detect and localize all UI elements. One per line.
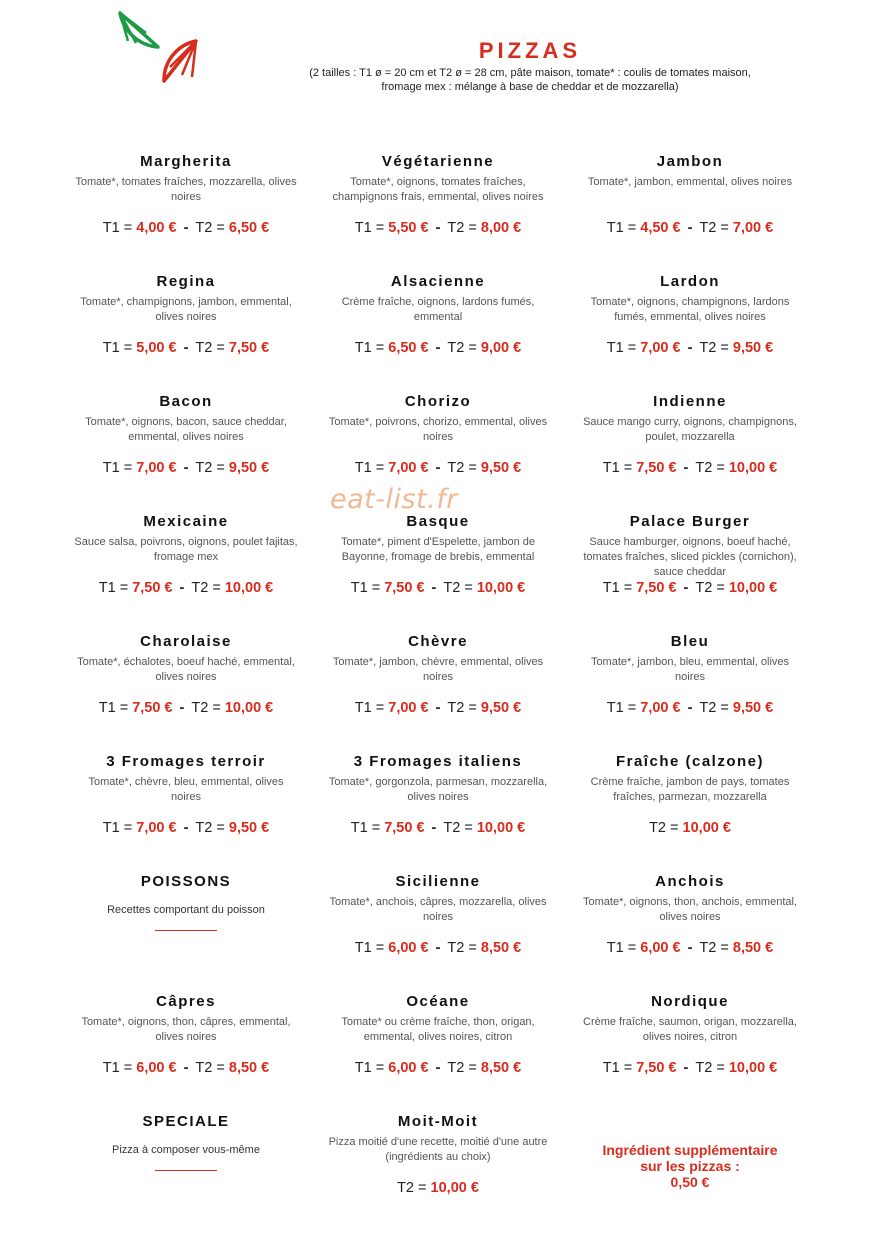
pizza-description: Tomate*, gorgonzola, parmesan, mozzarella, olives noires [328,776,548,803]
price-t1-label: T1 = [102,820,137,836]
pizza-name: Sicilienne [395,873,481,890]
price-separator: - [431,820,437,836]
section-divider [155,1170,217,1171]
pizza-description: Sauce salsa, poivrons, oignons, poulet fajitas, fromage mex [74,536,298,563]
price-separator: - [435,940,441,956]
price-t2-value: 10,00 € [430,1180,479,1196]
menu-item [312,630,564,750]
pizza-prices [60,700,312,716]
price-t2-label: T2 = [447,940,481,956]
pizza-prices [312,460,564,476]
pizza-prices [312,820,564,836]
price-separator: - [179,700,185,716]
price-t2-value: 10,00 € [224,580,274,596]
section-divider [155,930,217,931]
price-t2-value: 10,00 € [476,820,526,836]
price-t2-value: 9,50 € [732,340,774,356]
price-t1-label: T1 = [606,220,641,236]
pizza-description: Tomate*, poivrons, chorizo, emmental, olives noires [328,416,548,443]
pizza-name: Chorizo [404,393,472,410]
price-t2-value: 9,50 € [228,460,270,476]
watermark: eat-list.fr [330,484,458,515]
pizza-description: Crème fraîche, oignons, lardons fumés, emmental [341,296,535,323]
menu-subtitle [270,66,790,94]
pizza-name: Bacon [159,393,213,410]
pizza-prices [60,820,312,836]
price-t2-value: 10,00 € [224,700,274,716]
price-t1-label: T1 = [98,700,133,716]
section-header [60,1110,312,1230]
price-t1-value: 7,50 € [636,460,677,476]
pizza-description: Tomate*, oignons, bacon, sauce cheddar, emmental, olives noires [85,416,287,443]
extra-line-2: sur les pizzas : [640,1158,740,1174]
price-separator: - [183,820,189,836]
pizza-name: Palace Burger [629,513,751,530]
price-t2-label: T2 = [443,580,477,596]
price-t2-value: 10,00 € [476,580,526,596]
price-t2-value: 8,50 € [480,1060,522,1076]
pizza-prices [60,340,312,356]
pizza-description: Tomate*, oignons, thon, anchois, emmental, olives noires [582,896,797,923]
pizza-prices [312,700,564,716]
price-t2-label: T2 = [447,340,481,356]
price-t2-value: 7,00 € [732,220,774,236]
pizza-prices [564,940,816,956]
price-t1-value: 7,50 € [132,700,173,716]
price-t1-label: T1 = [102,1060,137,1076]
pizza-prices [312,1060,564,1076]
price-t1-label: T1 = [354,460,389,476]
pizza-description: Tomate*, champignons, jambon, emmental, olives noires [80,296,292,323]
price-t1-value: 4,00 € [136,220,177,236]
price-t2-label: T2 = [195,1060,229,1076]
price-t1-value: 7,50 € [636,1060,677,1076]
pizza-description: Tomate*, échalotes, boeuf haché, emmental, olives noires [77,656,295,683]
price-t2-value: 10,00 € [728,580,778,596]
pizza-description: Tomate*, jambon, chèvre, emmental, olives noires [332,656,544,683]
price-t1-label: T1 = [350,580,385,596]
pizza-description: Tomate*, oignons, thon, câpres, emmental, olives noires [81,1016,291,1043]
price-separator: - [435,1060,441,1076]
price-t2-value: 8,50 € [228,1060,270,1076]
pizza-name: 3 Fromages italiens [353,753,523,770]
price-t1-value: 6,00 € [388,940,429,956]
price-t1-value: 7,00 € [640,700,681,716]
price-t2-value: 6,50 € [228,220,270,236]
pizza-prices [564,460,816,476]
section-header [60,870,312,990]
menu-item [564,270,816,390]
price-separator: - [435,460,441,476]
price-t2-value: 9,50 € [228,820,270,836]
price-t2-value: 9,50 € [480,460,522,476]
price-t1-value: 6,50 € [388,340,429,356]
pizza-name: Câpres [156,993,216,1010]
price-t2-label: T2 = [195,220,229,236]
price-t1-value: 4,50 € [640,220,681,236]
pizza-description: Sauce mango curry, oignons, champignons, poulet, mozzarella [583,416,797,443]
price-t1-value: 7,00 € [388,460,429,476]
pizza-prices [564,700,816,716]
pizza-description: Tomate*, anchois, câpres, mozzarella, olives noires [329,896,547,923]
price-t2-label: T2 = [699,700,733,716]
price-t2-label: T2 = [695,1060,729,1076]
pizza-prices [60,220,312,236]
pizza-description: Sauce hamburger, oignons, boeuf haché, tomates fraîches, sliced pickles (cornichon), sauce cheddar [583,536,797,578]
price-t1-label: T1 = [354,340,389,356]
price-t2-label: T2 = [699,220,733,236]
section-title: SPECIALE [142,1113,230,1130]
price-separator: - [683,1060,689,1076]
price-t2-value: 8,50 € [480,940,522,956]
pizza-description: Crème fraîche, saumon, origan, mozzarella, olives noires, citron [583,1016,797,1043]
price-t1-label: T1 = [102,460,137,476]
pizza-description: Tomate*, oignons, tomates fraîches, champignons frais, emmental, olives noires [332,176,544,203]
price-t1-label: T1 = [606,940,641,956]
menu-item [60,150,312,270]
menu-item [564,150,816,270]
menu-item [312,870,564,990]
price-t1-value: 7,50 € [384,580,425,596]
price-t1-label: T1 = [98,580,133,596]
section-title: POISSONS [140,873,232,890]
price-t2-label: T2 = [195,340,229,356]
extra-price: 0,50 € [670,1174,710,1190]
price-t2-label: T2 = [699,340,733,356]
menu-item [564,510,816,630]
price-t1-label: T1 = [602,460,637,476]
pizza-name: 3 Fromages terroir [106,753,266,770]
menu-item [60,270,312,390]
menu-item [312,1110,564,1230]
pizza-name: Mexicaine [143,513,229,530]
pizza-name: Alsacienne [390,273,486,290]
pizza-description: Tomate*, jambon, bleu, emmental, olives noires [590,656,790,683]
price-separator: - [183,340,189,356]
menu-item [312,510,564,630]
price-t2-label: T2 = [447,700,481,716]
pizza-prices [312,940,564,956]
price-t2-label: T2 = [397,1180,431,1196]
price-t2-value: 10,00 € [728,1060,778,1076]
pizza-name: Lardon [660,273,720,290]
price-separator: - [683,460,689,476]
price-t2-value: 8,50 € [732,940,774,956]
price-separator: - [183,220,189,236]
pizza-name: Regina [156,273,216,290]
price-separator: - [431,580,437,596]
price-t1-label: T1 = [602,1060,637,1076]
pizza-name: Jambon [656,153,724,170]
subtitle-line-1: (2 tailles : T1 ø = 20 cm et T2 ø = 28 cm, pâte maison, tomate* : coulis de tomates maison, [309,67,751,79]
section-note: Recettes comportant du poisson [107,904,265,916]
menu-item [60,630,312,750]
pizza-name: Océane [406,993,470,1010]
price-t2-label: T2 = [195,460,229,476]
price-t2-label: T2 = [695,580,729,596]
price-t1-value: 6,00 € [136,1060,177,1076]
price-t2-value: 8,00 € [480,220,522,236]
pizza-name: Végétarienne [381,153,495,170]
menu-item [564,390,816,510]
price-t1-value: 6,00 € [388,1060,429,1076]
price-separator: - [683,580,689,596]
price-t1-label: T1 = [354,700,389,716]
pizza-prices [60,1060,312,1076]
price-t2-label: T2 = [443,820,477,836]
price-separator: - [183,460,189,476]
price-separator: - [435,340,441,356]
price-t1-value: 7,50 € [636,580,677,596]
price-separator: - [687,940,693,956]
pizza-name: Margherita [140,153,232,170]
menu-item [60,510,312,630]
price-t2-label: T2 = [695,460,729,476]
subtitle-line-2: fromage mex : mélange à base de cheddar et de mozzarella) [381,81,679,93]
price-t2-label: T2 = [649,820,683,836]
pizza-name: Nordique [651,993,729,1010]
price-separator: - [183,1060,189,1076]
pizza-name: Bleu [670,633,710,650]
extra-ingredient-note [564,1110,816,1230]
price-t2-label: T2 = [699,940,733,956]
price-t2-label: T2 = [447,1060,481,1076]
pizza-prices [564,820,816,836]
pizza-name: Indienne [653,393,727,410]
extra-line-1: Ingrédient supplémentaire [602,1142,778,1158]
price-t2-value: 10,00 € [682,820,731,836]
menu-item [564,870,816,990]
price-t1-value: 7,50 € [384,820,425,836]
pizza-name: Chèvre [408,633,468,650]
pizza-description: Tomate* ou crème fraîche, thon, origan, emmental, olives noires, citron [341,1016,535,1043]
price-t1-value: 5,00 € [136,340,177,356]
menu-item [312,150,564,270]
price-t1-label: T1 = [354,1060,389,1076]
price-t2-value: 9,50 € [732,700,774,716]
pizza-description: Tomate*, jambon, emmental, olives noires [587,176,793,188]
pizza-prices [312,340,564,356]
red-slice-icon [164,41,196,81]
pizza-description: Tomate*, piment d'Espelette, jambon de Bayonne, fromage de brebis, emmental [340,536,536,563]
price-t1-label: T1 = [354,940,389,956]
price-t1-value: 7,00 € [136,460,177,476]
price-t2-value: 10,00 € [728,460,778,476]
price-t2-label: T2 = [191,700,225,716]
price-t1-value: 7,00 € [640,340,681,356]
price-t2-label: T2 = [195,820,229,836]
pizza-description: Crème fraîche, jambon de pays, tomates fraîches, parmezan, mozzarella [590,776,790,803]
pizza-name: Fraîche (calzone) [615,753,765,770]
menu-item [312,750,564,870]
pizza-description: Tomate*, oignons, champignons, lardons fumés, emmental, olives noires [590,296,790,323]
pizza-description: Tomate*, chèvre, bleu, emmental, olives noires [88,776,284,803]
price-t1-value: 5,50 € [388,220,429,236]
pizza-description: Tomate*, tomates fraîches, mozzarella, olives noires [75,176,297,203]
pizza-prices [312,580,564,596]
pizza-prices [60,460,312,476]
green-slice-icon [120,13,158,47]
menu-item [60,990,312,1110]
price-t1-value: 6,00 € [640,940,681,956]
pizza-name: Basque [406,513,470,530]
menu-title: PIZZAS [478,38,582,63]
pizza-grid [60,150,816,1230]
price-t2-label: T2 = [447,460,481,476]
pizza-prices [564,580,816,596]
price-t2-label: T2 = [447,220,481,236]
pizza-name: Charolaise [140,633,232,650]
price-separator: - [687,340,693,356]
pizza-prices [564,220,816,236]
pizza-prices [564,1060,816,1076]
menu-item [60,750,312,870]
price-t2-value: 7,50 € [228,340,270,356]
pizza-prices [564,340,816,356]
menu-item [564,750,816,870]
price-t2-value: 9,50 € [480,700,522,716]
menu-item [60,390,312,510]
price-t1-label: T1 = [350,820,385,836]
price-separator: - [687,700,693,716]
price-separator: - [435,700,441,716]
price-t1-label: T1 = [102,340,137,356]
price-t1-value: 7,00 € [136,820,177,836]
pizza-slices-logo [100,5,210,95]
price-separator: - [179,580,185,596]
price-t1-label: T1 = [602,580,637,596]
menu-item [312,990,564,1110]
pizza-prices [60,580,312,596]
price-separator: - [687,220,693,236]
price-t2-label: T2 = [191,580,225,596]
extra-ingredient-text [564,1142,816,1190]
price-separator: - [435,220,441,236]
price-t1-label: T1 = [606,340,641,356]
price-t2-value: 9,00 € [480,340,522,356]
price-t1-value: 7,00 € [388,700,429,716]
menu-item [564,990,816,1110]
price-t1-label: T1 = [606,700,641,716]
menu-item [564,630,816,750]
pizza-prices [312,220,564,236]
menu-item [312,270,564,390]
pizza-name: Anchois [655,873,725,890]
pizza-name: Moit-Moit [397,1113,479,1130]
section-note: Pizza à composer vous-même [112,1144,260,1156]
price-t1-label: T1 = [102,220,137,236]
pizza-prices [312,1180,564,1196]
price-t1-label: T1 = [354,220,389,236]
pizza-description: Pizza moitié d'une recette, moitié d'une autre (ingrédients au choix) [328,1136,548,1163]
price-t1-value: 7,50 € [132,580,173,596]
